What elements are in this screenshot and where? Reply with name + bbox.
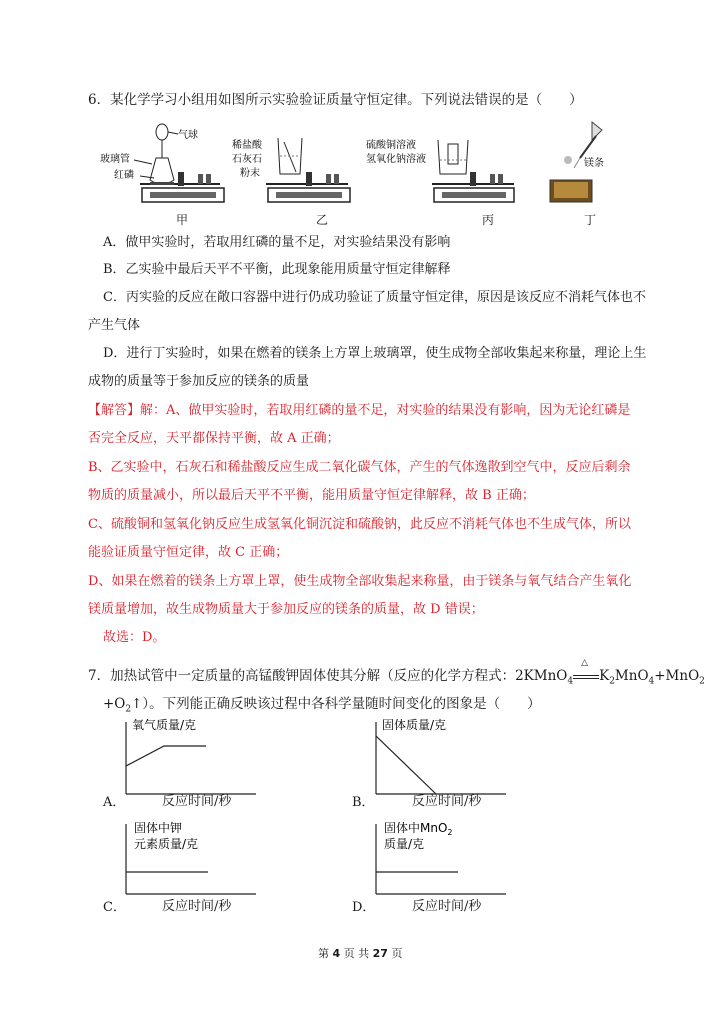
answer-choice: 故选：D。 [103, 630, 166, 645]
graph-c-ylabel-2: 元素质量/克 [134, 837, 199, 851]
graph-b [370, 716, 510, 798]
jia-label-phosphorus: 红磷 [114, 170, 134, 181]
graph-a-letter: A． [103, 795, 126, 810]
bing-label-naoh: 氢氧化钠溶液 [366, 154, 426, 165]
figure-jia [100, 118, 230, 208]
graph-b-xlabel: 反应时间/秒 [412, 794, 482, 809]
graph-d-ylabel-2: 质量/克 [384, 837, 425, 851]
ding-label-magnesium: 镁条 [584, 158, 604, 169]
graph-a-curve [126, 746, 206, 766]
page-total: 27 [372, 947, 388, 960]
answer-line-c2: 能验证质量守恒定律，故 C 正确； [88, 545, 289, 560]
bing-label-cuso4: 硫酸铜溶液 [366, 140, 416, 151]
answer-line-b2: 物质的质量减小，所以最后天平不平衡，能用质量守恒定律解释，故 B 正确； [88, 488, 535, 503]
graph-b-ylabel: 固体质量/克 [382, 718, 447, 732]
graph-a [120, 716, 260, 798]
jia-label-tube: 玻璃管 [100, 154, 130, 165]
q6-option-d-line1: D．进行丁实验时，如果在燃着的镁条上方罩上玻璃罩，使生成物全部收集起来称量，理论上生 [103, 346, 647, 361]
figure-yi [228, 128, 358, 208]
heat-symbol: △ [581, 658, 589, 668]
q6-stem: 6．某化学学习小组用如图所示实验验证质量守恒定律。下列说法错误的是（ ） [88, 92, 583, 108]
answer-line-c1: C、硫酸铜和氢氧化钠反应生成氢氧化铜沉淀和硫酸钠，此反应不消耗气体也不生成气体，所以 [88, 517, 631, 532]
graph-b-letter: B． [352, 795, 375, 810]
yi-label-limestone: 石灰石 [232, 154, 262, 165]
jia-label-balloon: 气球 [178, 130, 198, 141]
q6-option-c-line1: C．丙实验的反应在敞口容器中进行仍成功验证了质量守恒定律，原因是该反应不消耗气体也不 [103, 290, 646, 305]
q6-option-b: B．乙实验中最后天平不平衡，此现象能用质量守恒定律解释 [103, 262, 451, 277]
caption-ding: 丁 [584, 213, 597, 227]
q6-option-c-line2: 产生气体 [88, 318, 141, 333]
answer-line-b1: B、乙实验中，石灰石和稀盐酸反应生成二氧化碳气体，产生的气体逸散到空气中，反应后剩余 [88, 460, 631, 475]
graph-c [120, 818, 260, 898]
q6-option-d-line2: 成物的质量等于参加反应的镁条的质量 [88, 374, 310, 389]
graph-c-letter: C． [103, 900, 126, 915]
yi-label-acid: 稀盐酸 [232, 140, 262, 151]
graph-d-xlabel: 反应时间/秒 [412, 899, 482, 914]
figure-ding [540, 118, 620, 210]
answer-tag: 【解答】 [88, 403, 141, 418]
answer-line-d2: 镁质量增加，故生成物质量大于参加反应的镁条的质量，故 D 错误； [88, 602, 484, 617]
q7-stem-line2: $+O_2↑$）。下列能正确反映该过程中各科学量随时间变化的图象是（ ） [103, 696, 541, 715]
caption-bing: 丙 [482, 213, 495, 227]
yi-label-powder: 粉末 [240, 168, 260, 179]
answer-line-a2: 否完全反应，天平都保持平衡，故 A 正确； [88, 431, 340, 446]
q6-option-a: A．做甲实验时，若取用红磷的量不足，对实验结果没有影响 [103, 235, 451, 250]
page-number: 4 [332, 947, 341, 960]
page-footer: 第 4 页 共 27 页 [318, 947, 403, 960]
answer-line-d1: D、如果在燃着的镁条上方罩上罩，使生成物全部收集起来称量，由于镁条与氧气结合产生氧化 [88, 574, 632, 589]
caption-yi: 乙 [316, 213, 329, 227]
graph-c-ylabel-1: 固体中钾 [134, 821, 183, 835]
graph-c-xlabel: 反应时间/秒 [162, 899, 232, 914]
answer-line-a1: 【解答】解：A、做甲实验时，若取用红磷的量不足，对实验的结果没有影响，因为无论红磷是 [88, 403, 631, 418]
caption-jia: 甲 [176, 213, 189, 227]
q7-stem-line1: 7．加热试管中一定质量的高锰酸钾固体使其分解（反应的化学方程式：2KMnO$_4$ △ $K_2MnO_4+MnO_2$ [88, 667, 705, 691]
graph-d-letter: D． [352, 900, 376, 915]
figure-bing [366, 130, 516, 208]
graph-d-ylabel-1: 固体中MnO$_2$ [384, 821, 453, 837]
graph-d [370, 818, 510, 898]
graph-b-curve [376, 736, 436, 794]
graph-a-ylabel: 氧气质量/克 [132, 718, 197, 732]
graph-a-xlabel: 反应时间/秒 [162, 794, 232, 809]
